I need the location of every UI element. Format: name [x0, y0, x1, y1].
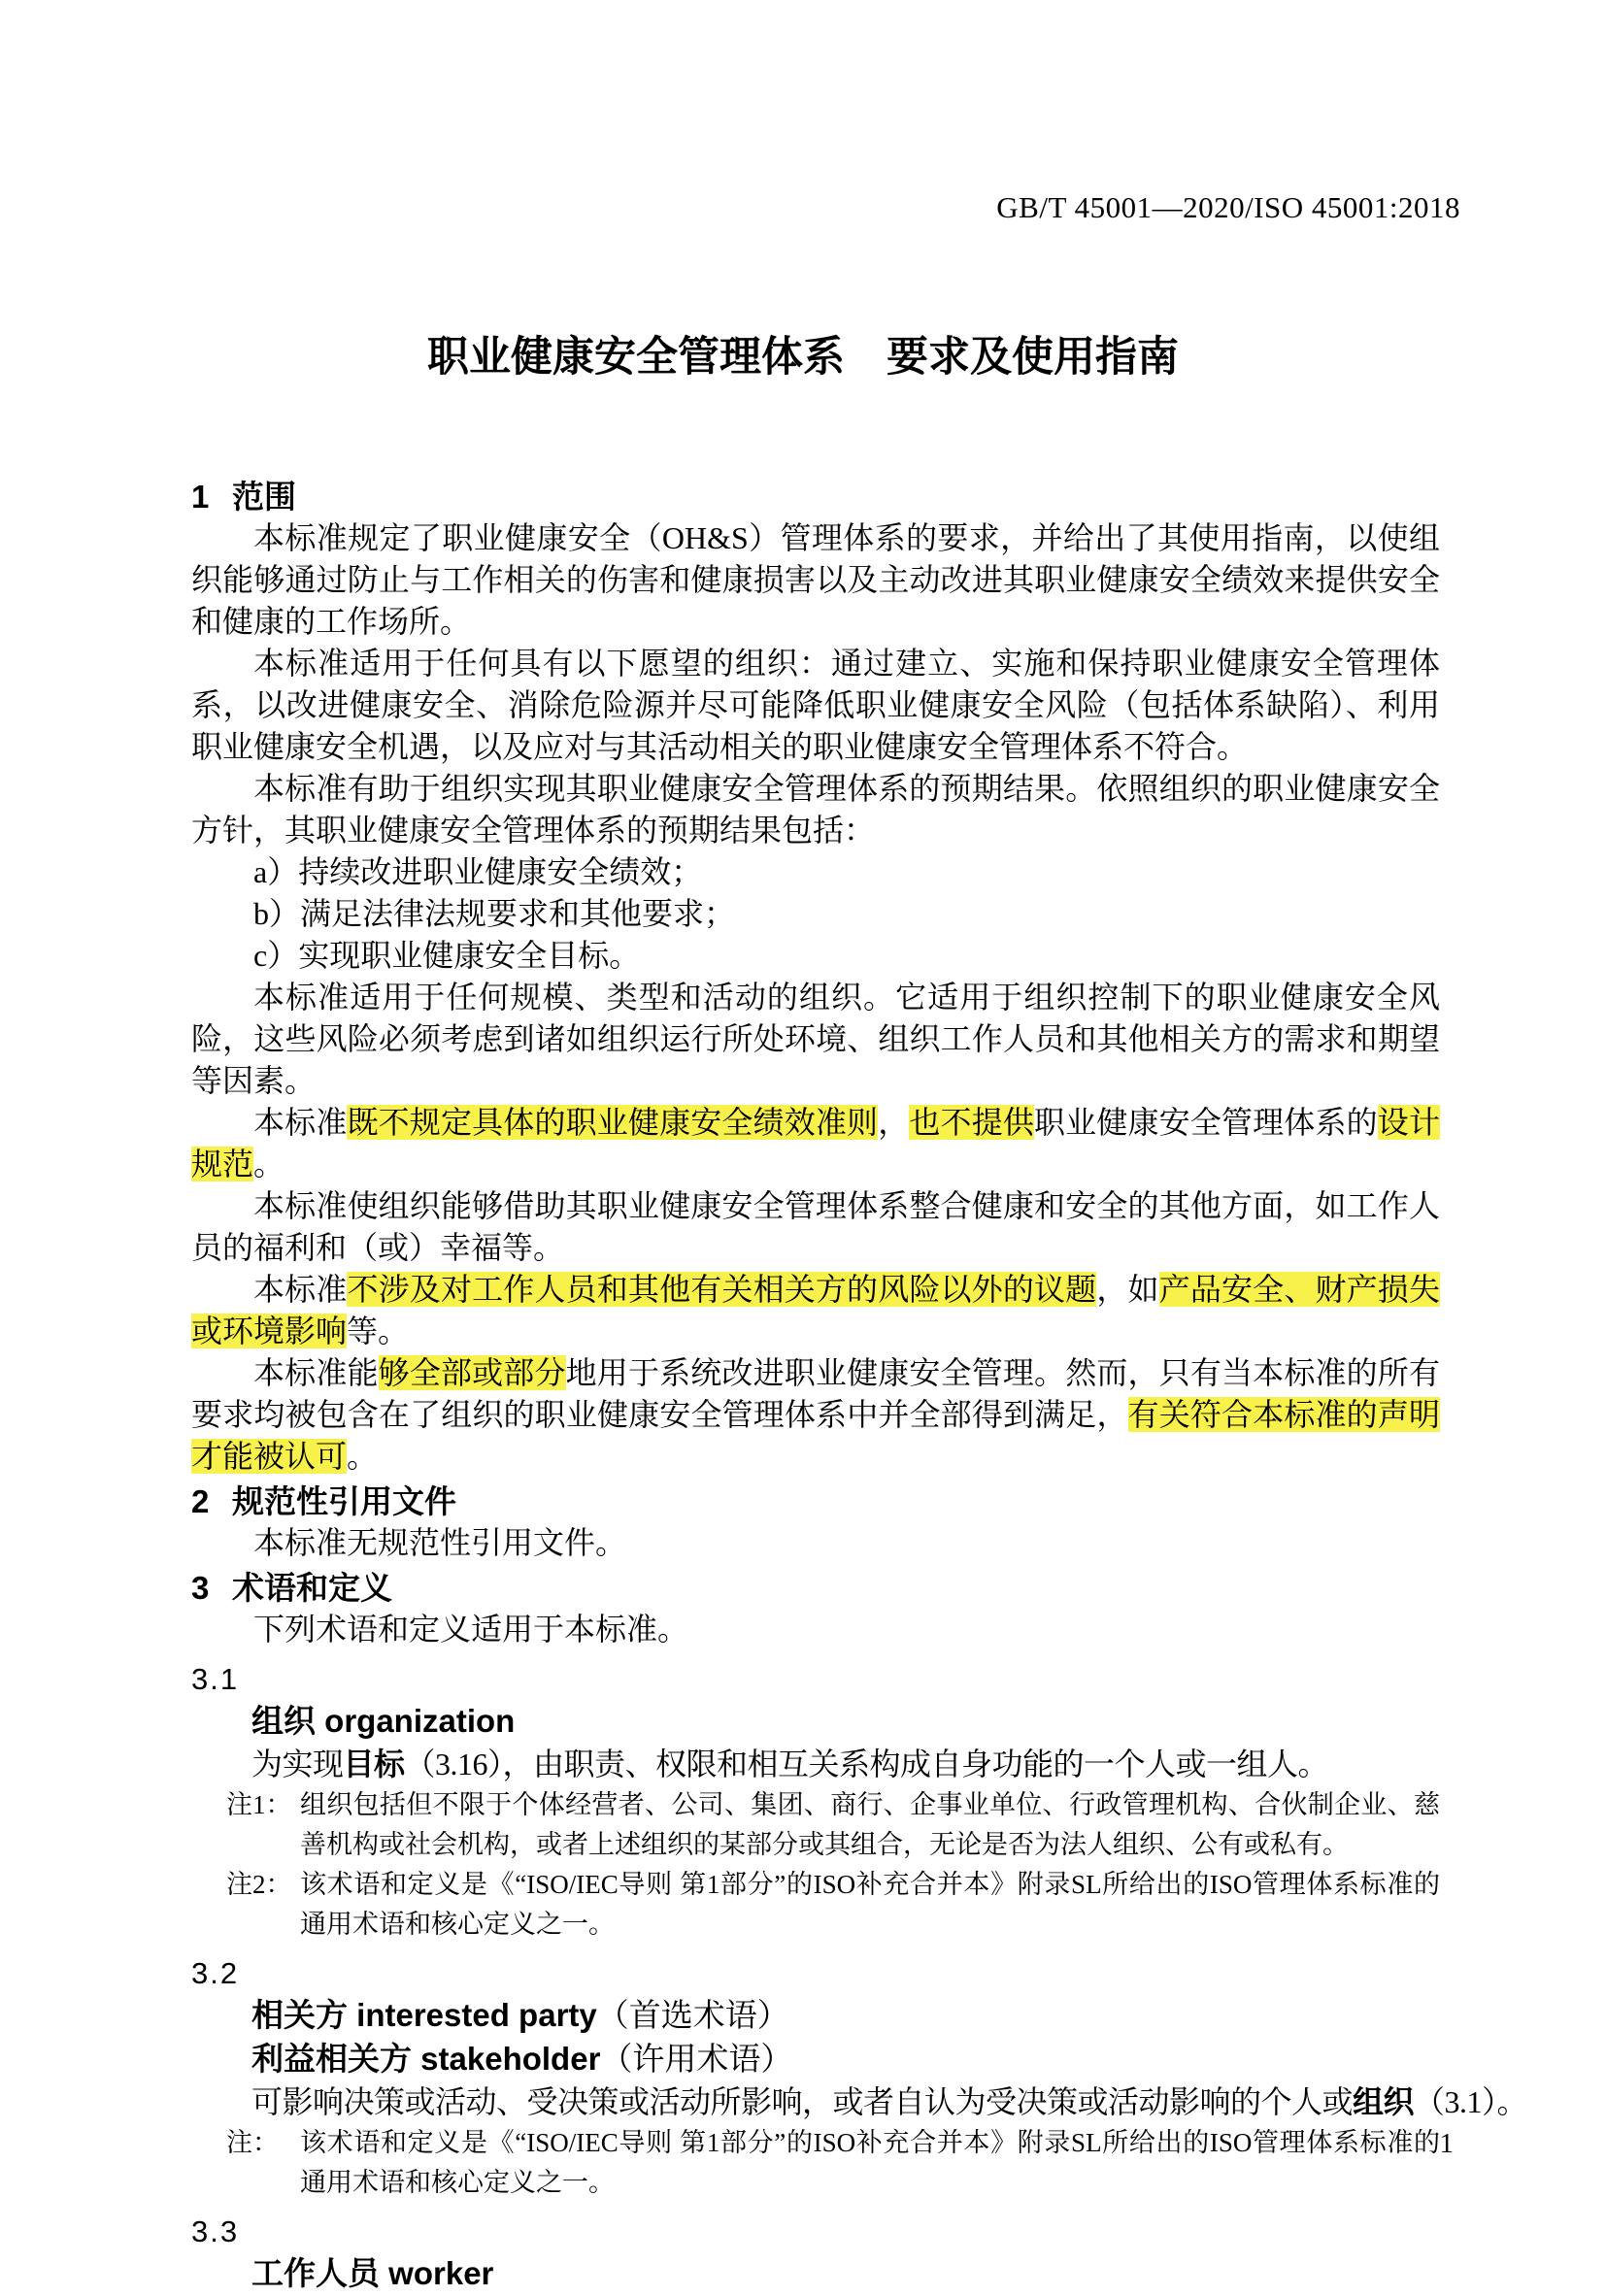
- section-heading: [191, 1567, 1440, 1609]
- term-number: 3.1: [191, 1662, 240, 1696]
- note-text: [300, 2123, 1440, 2203]
- note-label: 注2：: [226, 1870, 292, 1899]
- text-segment: 下列术语和定义适用于本标准。: [253, 1612, 689, 1647]
- paragraph: [191, 517, 1440, 643]
- note: [226, 2123, 1440, 2203]
- note-label: 注1：: [226, 1790, 292, 1819]
- bold-term: 相关方 interested party: [251, 1997, 597, 2033]
- section-title: 术语和定义: [232, 1570, 392, 1606]
- term-heading: [251, 1994, 1440, 2038]
- document-content: [191, 473, 1528, 2296]
- text-segment: a）持续改进职业健康安全绩效；: [253, 854, 703, 889]
- text-segment: 本标准适用于任何具有以下愿望的组织：通过建立、实施和保持职业健康安全管理体系，以改进健康安全、消除危险源并尽可能降低职业健康安全风险（包括体系缺陷）、利用职业健康安全机遇，以及应对与其活动相关的职业健康安全管理体系不符合。: [191, 646, 1440, 764]
- list-item: [191, 935, 1440, 977]
- section-heading: [191, 1481, 1440, 1522]
- section-number: 2: [191, 1483, 210, 1519]
- section-title: 范围: [232, 479, 296, 515]
- highlighted-text: 设计规范: [191, 1105, 1440, 1181]
- paragraph: [191, 1185, 1440, 1269]
- text-segment: （首选术语）: [596, 1999, 789, 2034]
- paragraph: [191, 1352, 1440, 1478]
- text-segment: 地用于系统改进职业健康安全管理。然而，只有当本标准的所有要求均被包含在了组织的职业健康安全管理体系中并全部得到满足，: [191, 1355, 1440, 1432]
- text-segment: 本标准能: [253, 1355, 379, 1390]
- highlighted-text: 也不提供: [909, 1105, 1035, 1140]
- section-number: 3: [191, 1570, 210, 1606]
- text-segment: 本标准: [253, 1272, 348, 1307]
- text-segment: 本标准无规范性引用文件。: [253, 1525, 627, 1560]
- term-heading: [251, 2252, 1440, 2296]
- document-header-standard-code: GB/T 45001—2020/ISO 45001:2018: [996, 190, 1460, 224]
- section-number: 1: [191, 479, 210, 515]
- text-segment: （许用术语）: [600, 2043, 793, 2078]
- bold-term: 组织 organization: [251, 1703, 516, 1739]
- text-segment: ，: [878, 1105, 910, 1140]
- paragraph: [191, 768, 1440, 851]
- note: [226, 1865, 1440, 1945]
- highlighted-text: 既不规定具体的职业健康安全绩效准则: [347, 1105, 879, 1140]
- list-item: [191, 893, 1440, 935]
- text-segment: ，如: [1096, 1272, 1159, 1307]
- paragraph: [191, 1269, 1440, 1352]
- bold-term: 目标: [343, 1747, 405, 1781]
- term-heading: [251, 2038, 1440, 2081]
- bold-term: 工作人员 worker: [251, 2255, 494, 2291]
- text-segment: 。: [347, 1439, 379, 1474]
- text-segment: 可影响决策或活动、受决策或活动所影响，或者自认为受决策或活动影响的个人或: [251, 2084, 1354, 2119]
- text-segment: 本标准适用于任何规模、类型和活动的组织。它适用于组织控制下的职业健康安全风险，这些风险必须考虑到诸如组织运行所处环境、组织工作人员和其他相关方的需求和期望等因素。: [191, 980, 1440, 1098]
- text-segment: 等。: [347, 1314, 410, 1348]
- text-segment: （3.16），由职责、权限和相互关系构成自身功能的一个人或一组人。: [404, 1747, 1329, 1781]
- highlighted-text: 产品安全、财产损失或环境影响: [191, 1272, 1440, 1348]
- highlighted-text: 够全部或部分: [378, 1355, 566, 1390]
- term-definition: [251, 2081, 1528, 2123]
- text-segment: c）实现职业健康安全目标。: [253, 938, 641, 973]
- paragraph: [191, 1102, 1440, 1185]
- text-segment: 本标准使组织能够借助其职业健康安全管理体系整合健康和安全的其他方面，如工作人员的福利和（或）幸福等。: [191, 1188, 1440, 1265]
- term-definition: [251, 1744, 1440, 1785]
- paragraph: [191, 1609, 1440, 1650]
- paragraph: [191, 1522, 1440, 1564]
- text-segment: 本标准有助于组织实现其职业健康安全管理体系的预期结果。依照组织的职业健康安全方针，其职业健康安全管理体系的预期结果包括：: [191, 771, 1440, 848]
- page-number: 1: [1439, 2128, 1454, 2159]
- bold-term: 利益相关方 stakeholder: [251, 2041, 601, 2077]
- term-number: 3.2: [191, 1956, 240, 1990]
- bold-term: 组织: [1353, 2084, 1415, 2119]
- term-number: 3.3: [191, 2214, 240, 2248]
- list-item: [191, 851, 1440, 893]
- text-segment: 职业健康安全管理体系的: [1034, 1105, 1378, 1140]
- text-segment: 本标准规定了职业健康安全（OH&S）管理体系的要求，并给出了其使用指南，以使组织能够通过防止与工作相关的伤害和健康损害以及主动改进其职业健康安全绩效来提供安全和健康的工作场所。: [191, 520, 1440, 639]
- text-segment: b）满足法律法规要求和其他要求；: [253, 896, 736, 931]
- document-title: 职业健康安全管理体系 要求及使用指南: [427, 334, 1179, 381]
- section-heading: [191, 476, 1440, 517]
- highlighted-text: 不涉及对工作人员和其他有关相关方的风险以外的议题: [347, 1272, 1097, 1307]
- text-segment: 组织包括但不限于个体经营者、公司、集团、商行、企事业单位、行政管理机构、合伙制企业、慈善机构或社会机构，或者上述组织的某部分或其组合，无论是否为法人组织、公有或私有。: [300, 1790, 1440, 1859]
- highlighted-text: 有关符合本标准的声明才能被认可: [191, 1397, 1440, 1474]
- note-text: [300, 1785, 1440, 1865]
- text-segment: 本标准: [253, 1105, 348, 1140]
- text-segment: 该术语和定义是《“ISO/IEC导则 第1部分”的ISO补充合并本》附录SL所给出的ISO管理体系标准的通用术语和核心定义之一。: [300, 1870, 1440, 1939]
- text-segment: 该术语和定义是《“ISO/IEC导则 第1部分”的ISO补充合并本》附录SL所给出的ISO管理体系标准的通用术语和核心定义之一。: [300, 2128, 1440, 2197]
- text-segment: 为实现: [251, 1747, 344, 1781]
- term-heading: [251, 1700, 1440, 1744]
- paragraph: [191, 977, 1440, 1102]
- note-text: [300, 1865, 1440, 1945]
- text-segment: 。: [253, 1147, 285, 1181]
- text-segment: （3.1）。: [1414, 2084, 1528, 2119]
- paragraph: [191, 643, 1440, 768]
- section-title: 规范性引用文件: [232, 1483, 456, 1519]
- note-label: 注：: [226, 2128, 279, 2157]
- note: [226, 1785, 1440, 1865]
